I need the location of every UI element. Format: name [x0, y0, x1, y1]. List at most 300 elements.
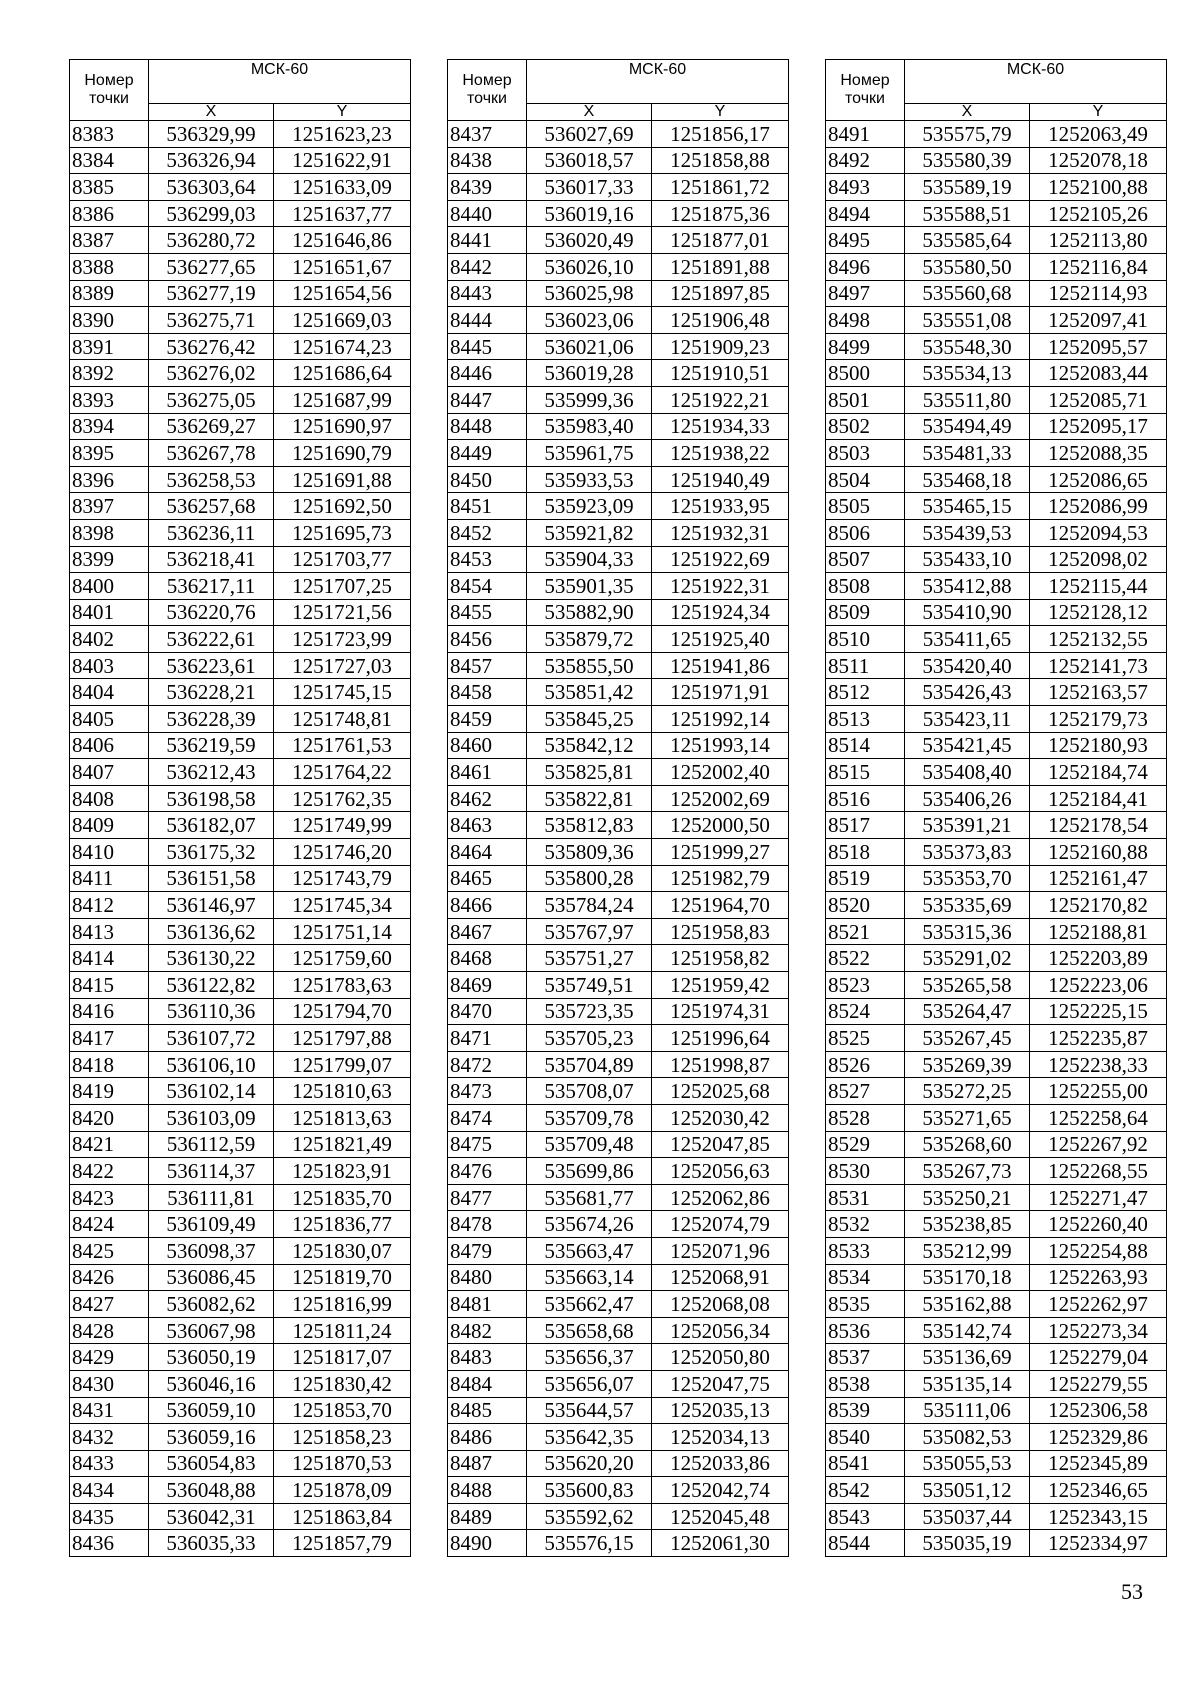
point-number-cell: 8476	[448, 1158, 527, 1185]
point-number-cell: 8402	[70, 626, 149, 653]
coordinates-table-1	[69, 59, 411, 1557]
point-number-cell: 8440	[448, 200, 527, 227]
point-number-cell: 8474	[448, 1104, 527, 1131]
table-row	[448, 972, 789, 999]
table-row	[826, 200, 1167, 227]
x-coordinate-cell: 536276,02	[149, 360, 274, 387]
y-coordinate-cell: 1252002,40	[652, 759, 789, 786]
x-coordinate-cell: 535825,81	[527, 759, 652, 786]
table-row	[826, 413, 1167, 440]
point-number-cell: 8492	[826, 147, 905, 174]
x-coordinate-cell: 535433,10	[905, 546, 1030, 573]
table-row	[70, 759, 411, 786]
y-coordinate-cell: 1251938,22	[652, 440, 789, 467]
y-coordinate-cell: 1251813,63	[274, 1104, 411, 1131]
point-number-header-line1: Номер	[84, 72, 134, 89]
x-coordinate-cell: 535534,13	[905, 360, 1030, 387]
x-coordinate-cell: 535708,07	[527, 1078, 652, 1105]
x-coordinate-cell: 535822,81	[527, 785, 652, 812]
y-coordinate-cell: 1252184,41	[1030, 785, 1167, 812]
table-row	[448, 1025, 789, 1052]
x-coordinate-cell: 536329,99	[149, 121, 274, 148]
x-coordinate-cell: 536067,98	[149, 1317, 274, 1344]
y-coordinate-cell: 1251924,34	[652, 599, 789, 626]
point-number-cell: 8533	[826, 1237, 905, 1264]
y-coordinate-cell: 1251910,51	[652, 360, 789, 387]
point-number-cell: 8489	[448, 1503, 527, 1530]
x-coordinate-cell: 535845,25	[527, 706, 652, 733]
table-row	[448, 1370, 789, 1397]
point-number-cell: 8497	[826, 280, 905, 307]
point-number-cell: 8518	[826, 839, 905, 866]
table-row	[70, 1184, 411, 1211]
y-coordinate-cell: 1251958,83	[652, 918, 789, 945]
table-row	[826, 892, 1167, 919]
point-number-header-line2: точки	[467, 90, 507, 107]
point-number-cell: 8431	[70, 1397, 149, 1424]
y-coordinate-cell: 1251992,14	[652, 706, 789, 733]
table-row	[70, 1291, 411, 1318]
y-column-header: Y	[652, 104, 789, 121]
table-row	[448, 1104, 789, 1131]
table-row	[70, 1237, 411, 1264]
y-coordinate-cell: 1251746,20	[274, 839, 411, 866]
x-coordinate-cell: 536112,59	[149, 1131, 274, 1158]
table-row	[448, 573, 789, 600]
y-coordinate-cell: 1251856,17	[652, 121, 789, 148]
point-number-cell: 8403	[70, 652, 149, 679]
table-row	[448, 280, 789, 307]
x-coordinate-cell: 535439,53	[905, 519, 1030, 546]
table-row	[70, 360, 411, 387]
point-number-cell: 8470	[448, 998, 527, 1025]
x-coordinate-cell: 536059,16	[149, 1424, 274, 1451]
table-row	[826, 333, 1167, 360]
table-row	[70, 918, 411, 945]
point-number-cell: 8460	[448, 732, 527, 759]
point-number-cell: 8482	[448, 1317, 527, 1344]
x-coordinate-cell: 535589,19	[905, 174, 1030, 201]
y-coordinate-cell: 1251748,81	[274, 706, 411, 733]
x-coordinate-cell: 536107,72	[149, 1025, 274, 1052]
table-row	[70, 493, 411, 520]
point-number-cell: 8517	[826, 812, 905, 839]
table-row	[826, 945, 1167, 972]
y-coordinate-cell: 1251723,99	[274, 626, 411, 653]
table-row	[448, 1211, 789, 1238]
x-coordinate-cell: 536257,68	[149, 493, 274, 520]
x-coordinate-cell: 535705,23	[527, 1025, 652, 1052]
point-number-cell: 8409	[70, 812, 149, 839]
x-coordinate-cell: 535272,25	[905, 1078, 1030, 1105]
x-coordinate-cell: 536217,11	[149, 573, 274, 600]
y-coordinate-cell: 1251959,42	[652, 972, 789, 999]
x-coordinate-cell: 536019,28	[527, 360, 652, 387]
point-number-cell: 8504	[826, 466, 905, 493]
x-coordinate-cell: 536086,45	[149, 1264, 274, 1291]
y-coordinate-cell: 1251690,79	[274, 440, 411, 467]
x-coordinate-cell: 536151,58	[149, 865, 274, 892]
x-coordinate-cell: 536258,53	[149, 466, 274, 493]
y-coordinate-cell: 1252114,93	[1030, 280, 1167, 307]
point-number-cell: 8503	[826, 440, 905, 467]
point-number-cell: 8462	[448, 785, 527, 812]
point-number-cell: 8445	[448, 333, 527, 360]
table-row	[448, 706, 789, 733]
x-coordinate-cell: 535265,58	[905, 972, 1030, 999]
table-row	[826, 466, 1167, 493]
table-row	[70, 892, 411, 919]
y-coordinate-cell: 1252100,88	[1030, 174, 1167, 201]
point-number-cell: 8432	[70, 1424, 149, 1451]
y-coordinate-cell: 1252203,89	[1030, 945, 1167, 972]
point-number-cell: 8488	[448, 1477, 527, 1504]
y-coordinate-cell: 1251691,88	[274, 466, 411, 493]
x-coordinate-cell: 535800,28	[527, 865, 652, 892]
y-coordinate-cell: 1252161,47	[1030, 865, 1167, 892]
point-number-cell: 8520	[826, 892, 905, 919]
y-coordinate-cell: 1251982,79	[652, 865, 789, 892]
table-row	[826, 1211, 1167, 1238]
y-coordinate-cell: 1251797,88	[274, 1025, 411, 1052]
x-coordinate-cell: 535709,48	[527, 1131, 652, 1158]
y-coordinate-cell: 1251794,70	[274, 998, 411, 1025]
y-coordinate-cell: 1252329,86	[1030, 1424, 1167, 1451]
table-row	[826, 1477, 1167, 1504]
x-coordinate-cell: 536042,31	[149, 1503, 274, 1530]
point-number-cell: 8528	[826, 1104, 905, 1131]
table-row	[70, 466, 411, 493]
y-coordinate-cell: 1252088,35	[1030, 440, 1167, 467]
x-coordinate-cell: 535082,53	[905, 1424, 1030, 1451]
table-row	[448, 307, 789, 334]
x-coordinate-cell: 536222,61	[149, 626, 274, 653]
table-row	[70, 679, 411, 706]
x-coordinate-cell: 536182,07	[149, 812, 274, 839]
point-number-header-line1: Номер	[462, 72, 512, 89]
y-coordinate-cell: 1252030,42	[652, 1104, 789, 1131]
x-coordinate-cell: 535391,21	[905, 812, 1030, 839]
y-coordinate-cell: 1252086,99	[1030, 493, 1167, 520]
y-coordinate-cell: 1251695,73	[274, 519, 411, 546]
point-number-cell: 8538	[826, 1370, 905, 1397]
table-row	[70, 280, 411, 307]
y-coordinate-cell: 1252078,18	[1030, 147, 1167, 174]
point-number-cell: 8500	[826, 360, 905, 387]
table-row	[70, 333, 411, 360]
table-row	[448, 1184, 789, 1211]
table-row	[70, 1344, 411, 1371]
y-coordinate-cell: 1252047,75	[652, 1370, 789, 1397]
point-number-cell: 8515	[826, 759, 905, 786]
point-number-cell: 8439	[448, 174, 527, 201]
x-coordinate-cell: 536299,03	[149, 200, 274, 227]
x-coordinate-cell: 536020,49	[527, 227, 652, 254]
point-number-cell: 8387	[70, 227, 149, 254]
point-number-cell: 8472	[448, 1051, 527, 1078]
y-coordinate-cell: 1251687,99	[274, 386, 411, 413]
table-row	[70, 1370, 411, 1397]
table-row	[70, 200, 411, 227]
point-number-cell: 8448	[448, 413, 527, 440]
point-number-cell: 8512	[826, 679, 905, 706]
point-number-cell: 8451	[448, 493, 527, 520]
x-coordinate-cell: 535212,99	[905, 1237, 1030, 1264]
table-row	[70, 732, 411, 759]
table-row	[70, 1503, 411, 1530]
x-coordinate-cell: 535842,12	[527, 732, 652, 759]
table-row	[826, 121, 1167, 148]
x-coordinate-cell: 536228,39	[149, 706, 274, 733]
table-row	[826, 732, 1167, 759]
y-coordinate-cell: 1252184,74	[1030, 759, 1167, 786]
x-coordinate-cell: 535423,11	[905, 706, 1030, 733]
point-number-cell: 8383	[70, 121, 149, 148]
table-row	[826, 440, 1167, 467]
x-coordinate-cell: 536098,37	[149, 1237, 274, 1264]
point-number-cell: 8442	[448, 253, 527, 280]
point-number-cell: 8524	[826, 998, 905, 1025]
table-row	[448, 1078, 789, 1105]
table-row	[448, 626, 789, 653]
table-row	[448, 253, 789, 280]
x-coordinate-cell: 536277,65	[149, 253, 274, 280]
y-coordinate-cell: 1251853,70	[274, 1397, 411, 1424]
table-row	[448, 121, 789, 148]
point-number-cell: 8475	[448, 1131, 527, 1158]
x-coordinate-cell: 536228,21	[149, 679, 274, 706]
x-coordinate-cell: 535406,26	[905, 785, 1030, 812]
x-coordinate-cell: 536048,88	[149, 1477, 274, 1504]
y-column-header: Y	[274, 104, 411, 121]
x-coordinate-cell: 535111,06	[905, 1397, 1030, 1424]
table-row	[448, 1424, 789, 1451]
x-coordinate-cell: 535999,36	[527, 386, 652, 413]
x-coordinate-cell: 536109,49	[149, 1211, 274, 1238]
point-number-cell: 8507	[826, 546, 905, 573]
point-number-cell: 8450	[448, 466, 527, 493]
y-coordinate-cell: 1252063,49	[1030, 121, 1167, 148]
y-coordinate-cell: 1252279,55	[1030, 1370, 1167, 1397]
point-number-cell: 8510	[826, 626, 905, 653]
y-coordinate-cell: 1252160,88	[1030, 839, 1167, 866]
table-row	[70, 972, 411, 999]
y-coordinate-cell: 1251745,34	[274, 892, 411, 919]
x-coordinate-cell: 535674,26	[527, 1211, 652, 1238]
y-coordinate-cell: 1251877,01	[652, 227, 789, 254]
point-number-cell: 8434	[70, 1477, 149, 1504]
x-coordinate-cell: 535373,83	[905, 839, 1030, 866]
y-coordinate-cell: 1252047,85	[652, 1131, 789, 1158]
table-row	[70, 706, 411, 733]
y-coordinate-cell: 1251941,86	[652, 652, 789, 679]
point-number-cell: 8404	[70, 679, 149, 706]
point-number-cell: 8405	[70, 706, 149, 733]
x-coordinate-cell: 536035,33	[149, 1530, 274, 1557]
table-row	[70, 1530, 411, 1557]
y-coordinate-cell: 1252042,74	[652, 1477, 789, 1504]
y-coordinate-cell: 1252225,15	[1030, 998, 1167, 1025]
table-row	[826, 280, 1167, 307]
table-row	[448, 785, 789, 812]
x-coordinate-cell: 535271,65	[905, 1104, 1030, 1131]
y-coordinate-cell: 1252105,26	[1030, 200, 1167, 227]
point-number-cell: 8384	[70, 147, 149, 174]
table-row	[448, 147, 789, 174]
table-row	[448, 892, 789, 919]
y-coordinate-cell: 1251993,14	[652, 732, 789, 759]
x-coordinate-cell: 535162,88	[905, 1291, 1030, 1318]
x-coordinate-cell: 535879,72	[527, 626, 652, 653]
table-row	[448, 1264, 789, 1291]
x-coordinate-cell: 536236,11	[149, 519, 274, 546]
table-row	[826, 785, 1167, 812]
x-coordinate-cell: 536106,10	[149, 1051, 274, 1078]
table-row	[826, 652, 1167, 679]
table-row	[826, 1503, 1167, 1530]
x-coordinate-cell: 535600,83	[527, 1477, 652, 1504]
page-number: 53	[1121, 1579, 1143, 1604]
point-number-cell: 8519	[826, 865, 905, 892]
table-row	[448, 1503, 789, 1530]
table-row	[826, 1424, 1167, 1451]
y-coordinate-cell: 1252188,81	[1030, 918, 1167, 945]
y-coordinate-cell: 1252002,69	[652, 785, 789, 812]
point-number-cell: 8521	[826, 918, 905, 945]
y-coordinate-cell: 1252235,87	[1030, 1025, 1167, 1052]
point-number-header	[70, 60, 149, 121]
y-coordinate-cell: 1251651,67	[274, 253, 411, 280]
x-coordinate-cell: 536111,81	[149, 1184, 274, 1211]
x-coordinate-cell: 535035,19	[905, 1530, 1030, 1557]
point-number-cell: 8465	[448, 865, 527, 892]
table-row	[448, 493, 789, 520]
x-coordinate-cell: 535315,36	[905, 918, 1030, 945]
point-number-cell: 8532	[826, 1211, 905, 1238]
point-number-cell: 8541	[826, 1450, 905, 1477]
x-coordinate-cell: 535784,24	[527, 892, 652, 919]
point-number-cell: 8455	[448, 599, 527, 626]
x-column-header: X	[149, 104, 274, 121]
y-coordinate-cell: 1252074,79	[652, 1211, 789, 1238]
y-coordinate-cell: 1252254,88	[1030, 1237, 1167, 1264]
x-coordinate-cell: 535250,21	[905, 1184, 1030, 1211]
table-row	[70, 174, 411, 201]
point-number-cell: 8511	[826, 652, 905, 679]
point-number-cell: 8393	[70, 386, 149, 413]
y-coordinate-cell: 1252128,12	[1030, 599, 1167, 626]
y-coordinate-cell: 1252071,96	[652, 1237, 789, 1264]
table-row	[448, 679, 789, 706]
point-number-cell: 8400	[70, 573, 149, 600]
y-coordinate-cell: 1251707,25	[274, 573, 411, 600]
y-coordinate-cell: 1251974,31	[652, 998, 789, 1025]
y-coordinate-cell: 1251759,60	[274, 945, 411, 972]
y-coordinate-cell: 1252132,55	[1030, 626, 1167, 653]
point-number-cell: 8422	[70, 1158, 149, 1185]
y-coordinate-cell: 1251897,85	[652, 280, 789, 307]
x-coordinate-cell: 535882,90	[527, 599, 652, 626]
y-coordinate-cell: 1251721,56	[274, 599, 411, 626]
y-coordinate-cell: 1252271,47	[1030, 1184, 1167, 1211]
y-coordinate-cell: 1252035,13	[652, 1397, 789, 1424]
y-coordinate-cell: 1251623,23	[274, 121, 411, 148]
table-row	[448, 546, 789, 573]
y-coordinate-cell: 1252033,86	[652, 1450, 789, 1477]
table-row	[826, 972, 1167, 999]
y-coordinate-cell: 1252098,02	[1030, 546, 1167, 573]
x-coordinate-cell: 535551,08	[905, 307, 1030, 334]
coordinate-system-header: МСК-60	[527, 60, 789, 104]
x-coordinate-cell: 535656,07	[527, 1370, 652, 1397]
point-number-cell: 8490	[448, 1530, 527, 1557]
table-row	[70, 1158, 411, 1185]
table-row	[70, 945, 411, 972]
point-number-cell: 8389	[70, 280, 149, 307]
y-coordinate-cell: 1251906,48	[652, 307, 789, 334]
point-number-cell: 8491	[826, 121, 905, 148]
point-number-cell: 8530	[826, 1158, 905, 1185]
table-row	[70, 440, 411, 467]
table-row	[448, 519, 789, 546]
table-row	[70, 1131, 411, 1158]
point-number-cell: 8540	[826, 1424, 905, 1451]
point-number-cell: 8388	[70, 253, 149, 280]
y-coordinate-cell: 1252343,15	[1030, 1503, 1167, 1530]
table-row	[448, 945, 789, 972]
y-coordinate-cell: 1251830,42	[274, 1370, 411, 1397]
y-coordinate-cell: 1251749,99	[274, 812, 411, 839]
point-number-cell: 8480	[448, 1264, 527, 1291]
y-coordinate-cell: 1252068,91	[652, 1264, 789, 1291]
table-row	[448, 1158, 789, 1185]
y-coordinate-cell: 1251996,64	[652, 1025, 789, 1052]
point-number-cell: 8487	[448, 1450, 527, 1477]
x-coordinate-cell: 535135,14	[905, 1370, 1030, 1397]
y-coordinate-cell: 1252050,80	[652, 1344, 789, 1371]
point-number-cell: 8424	[70, 1211, 149, 1238]
point-number-cell: 8418	[70, 1051, 149, 1078]
point-number-cell: 8542	[826, 1477, 905, 1504]
y-coordinate-cell: 1251934,33	[652, 413, 789, 440]
table-row	[826, 1450, 1167, 1477]
point-number-cell: 8433	[70, 1450, 149, 1477]
table-row	[826, 626, 1167, 653]
x-coordinate-cell: 535412,88	[905, 573, 1030, 600]
table-row	[826, 519, 1167, 546]
point-number-cell: 8485	[448, 1397, 527, 1424]
table-row	[448, 1317, 789, 1344]
x-coordinate-cell: 535658,68	[527, 1317, 652, 1344]
point-number-cell: 8398	[70, 519, 149, 546]
x-coordinate-cell: 535264,47	[905, 998, 1030, 1025]
x-coordinate-cell: 535592,62	[527, 1503, 652, 1530]
point-number-cell: 8508	[826, 573, 905, 600]
point-number-cell: 8392	[70, 360, 149, 387]
x-coordinate-cell: 535468,18	[905, 466, 1030, 493]
y-coordinate-cell: 1252085,71	[1030, 386, 1167, 413]
point-number-cell: 8526	[826, 1051, 905, 1078]
x-coordinate-cell: 535353,70	[905, 865, 1030, 892]
point-number-cell: 8505	[826, 493, 905, 520]
point-number-cell: 8527	[826, 1078, 905, 1105]
y-coordinate-cell: 1251745,15	[274, 679, 411, 706]
point-number-cell: 8399	[70, 546, 149, 573]
y-coordinate-cell: 1251646,86	[274, 227, 411, 254]
x-coordinate-cell: 536019,16	[527, 200, 652, 227]
y-coordinate-cell: 1251925,40	[652, 626, 789, 653]
y-coordinate-cell: 1252178,54	[1030, 812, 1167, 839]
